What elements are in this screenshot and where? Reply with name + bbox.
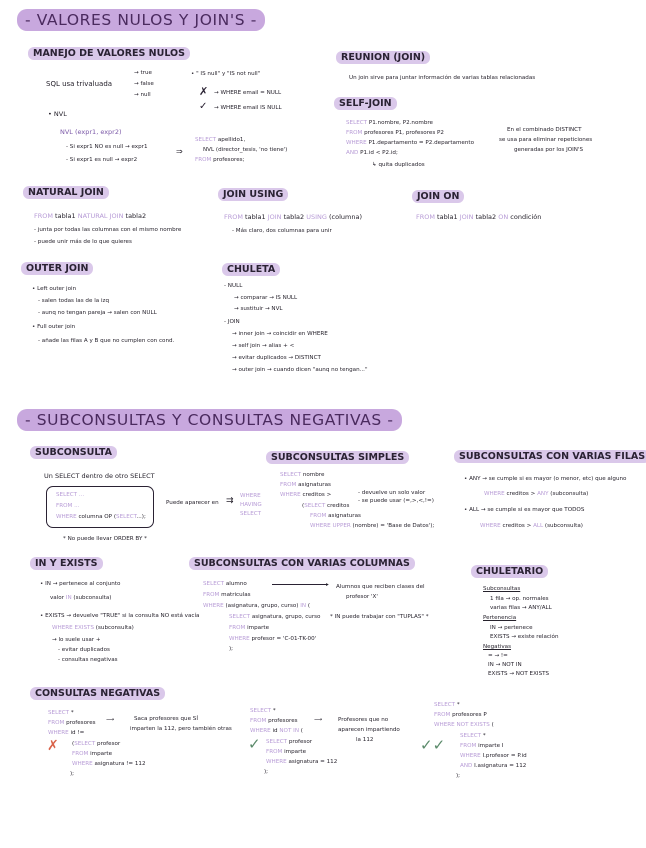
code-in: valor IN (subconsulta) (50, 595, 112, 601)
text-ch-sub: Subconsultas (483, 586, 521, 592)
arrow-icon: ⇒ (176, 147, 183, 156)
correct-icon: ✓✓ (420, 736, 446, 754)
heading-consultas-negativas: CONSULTAS NEGATIVAS (30, 687, 165, 700)
code-col-6: WHERE profesor = 'C-01-TK-00' (229, 636, 317, 642)
text-exists-3: - evitar duplicados (58, 647, 110, 653)
text-chuleta-n2: → sustituir → NVL (234, 306, 283, 312)
text-no-order-by: * No puede llevar ORDER BY * (63, 536, 147, 542)
heading-outer-join: OUTER JOIN (21, 262, 93, 275)
code-neg-b2: FROM profesores (250, 718, 298, 724)
section-banner-subconsultas: - SUBCONSULTAS Y CONSULTAS NEGATIVAS - (17, 409, 402, 431)
code-neg-a7: ); (70, 771, 75, 777)
code-exists: WHERE EXISTS (subconsulta) (52, 625, 134, 631)
text-simple-n2: - se puede usar (=,>,<,!=) (358, 498, 434, 504)
text-exists-2: → lo suele usar + (52, 637, 101, 643)
code-self-3: WHERE P1.departamento = P2.departamento (346, 140, 475, 146)
arrow-icon: ⟶ (314, 717, 323, 723)
text-ch-p2: EXISTS → existe relación (490, 634, 559, 640)
text-full-outer: • Full outer join (32, 324, 76, 330)
code-neg-a4: (SELECT profesor (72, 741, 121, 747)
arrow-line (272, 584, 328, 585)
code-self-2: FROM profesores P1, profesores P2 (346, 130, 444, 136)
text-left-1: - salen todas las de la izq (38, 298, 109, 304)
text-false: → false (134, 81, 154, 87)
code-neg-b4: SELECT profesor (266, 739, 313, 745)
code-simple-5: FROM asignaturas (310, 513, 361, 519)
text-ch-neg: Negativas (483, 644, 512, 650)
text-ch-pert: Pertenencia (483, 615, 517, 621)
code-neg-c6: WHERE I.profesor = P.id (460, 753, 527, 759)
text-subconsulta-desc: Un SELECT dentro de otro SELECT (44, 472, 155, 480)
text-left-2: - aunq no tengan pareja → salen con NULL (38, 310, 157, 316)
code-self-1: SELECT P1.nombre, P2.nombre (346, 120, 433, 126)
text-natural-b1: - junta por todas las columnas con el mismo nombre (34, 227, 182, 233)
check-icon: ✓ (199, 101, 208, 112)
text-distinct-2: se usa para eliminar repeticiones (499, 137, 593, 143)
code-nvl-select: SELECT apellido1, (195, 137, 246, 143)
text-ch-s1: 1 fila → op. normales (490, 596, 549, 602)
heading-manejo-nulos: MANEJO DE VALORES NULOS (28, 47, 190, 60)
code-neg-a6: WHERE asignatura != 112 (72, 761, 146, 767)
code-neg-c1: SELECT * (434, 702, 460, 708)
code-sub-1: SELECT ... (56, 492, 85, 498)
arrow-icon: ▸ (326, 582, 329, 588)
code-simple-3: WHERE creditos > (280, 492, 332, 498)
code-sub-2: FROM ... (56, 503, 80, 509)
text-neg-bn2: aparecen impartiendo (338, 727, 400, 733)
text-chuleta-j4: → outer join → cuando dicen "aunq no tengan..." (232, 367, 368, 373)
text-trivaluada: SQL usa trivaluada (46, 80, 113, 88)
code-col-1: SELECT alumno (203, 581, 247, 587)
heading-varias-filas: SUBCONSULTAS CON VARIAS FILAS (454, 450, 646, 463)
code-nvl-expr: NVL (director_tesis, 'no tiene') (203, 147, 288, 153)
text-ch-p1: IN → pertenece (490, 625, 533, 631)
code-self-4: AND P1.id < P2.id; (346, 150, 398, 156)
code-join-using: FROM tabla1 JOIN tabla2 USING (columna) (224, 213, 362, 221)
text-where: WHERE (240, 493, 261, 499)
text-full-1: - añade las filas A y B que no cumplen con cond. (38, 338, 175, 344)
text-col-n2: profesor 'X' (346, 594, 378, 600)
code-col-3: WHERE (asignatura, grupo, curso) IN ( (203, 603, 311, 609)
code-neg-b3: WHERE id NOT IN ( (250, 728, 303, 734)
text-neg-bn3: la 112 (356, 737, 374, 743)
text-simple-n1: - devuelve un solo valor (358, 490, 426, 496)
text-having: HAVING (240, 502, 262, 508)
code-any: WHERE creditos > ANY (subconsulta) (484, 491, 589, 497)
text-select: SELECT (240, 511, 262, 517)
code-col-2: FROM matriculas (203, 592, 251, 598)
code-simple-1: SELECT nombre (280, 472, 325, 478)
code-neg-b1: SELECT * (250, 708, 276, 714)
heading-join-using: JOIN USING (218, 188, 288, 201)
text-neg-bn1: Profesores que no (338, 717, 389, 723)
heading-reunion: REUNION (JOIN) (336, 51, 430, 64)
heading-join-on: JOIN ON (412, 190, 464, 203)
code-neg-a5: FROM imparte (72, 751, 113, 757)
text-nvl-rule1: - Si expr1 NO es null → expr1 (66, 144, 148, 150)
code-nvl-from: FROM profesores; (195, 157, 245, 163)
text-neg-an1: Saca profesores que SÍ (134, 716, 198, 722)
text-ch-s2: varias filas → ANY/ALL (490, 605, 552, 611)
text-exists: • EXISTS → devuelve "TRUE" si la consulta NO está vacía (40, 613, 200, 619)
code-neg-b6: WHERE asignatura = 112 (266, 759, 338, 765)
heading-subconsulta: SUBCONSULTA (30, 446, 117, 459)
code-join-on: FROM tabla1 JOIN tabla2 ON condición (416, 213, 542, 221)
code-neg-c4: SELECT * (460, 733, 486, 739)
code-neg-c5: FROM imparte I (460, 743, 504, 749)
heading-chuleta: CHULETA (222, 263, 280, 276)
code-simple-2: FROM asignaturas (280, 482, 331, 488)
text-ch-g2: IN → NOT IN (488, 662, 522, 668)
heading-in-exists: IN Y EXISTS (30, 557, 103, 570)
code-simple-6: WHERE UPPER (nombre) = 'Base de Datos'); (310, 523, 435, 529)
wrong-icon: ✗ (47, 738, 59, 754)
text-isnull: • " IS null" y "IS not null" (191, 71, 261, 77)
text-in: • IN → pertenece al conjunto (40, 581, 121, 587)
text-chuleta-j1: → inner join → coincidir en WHERE (232, 331, 328, 337)
text-all: • ALL → se cumple si es mayor que TODOS (464, 507, 585, 513)
code-neg-a1: SELECT * (48, 710, 74, 716)
heading-natural-join: NATURAL JOIN (23, 186, 109, 199)
code-neg-c8: ); (456, 773, 461, 779)
code-col-5: FROM imparte (229, 625, 270, 631)
code-neg-b7: ); (264, 769, 269, 775)
text-any: • ANY → se cumple si es mayor (o menor, etc) que alguno (464, 476, 627, 482)
text-exists-4: - consultas negativas (58, 657, 118, 663)
text-reunion-desc: Un join sirve para juntar información de varias tablas relacionadas (349, 75, 536, 81)
text-aparecer: Puede aparecer en (166, 500, 219, 506)
arrow-icon: ⟶ (106, 717, 115, 723)
text-distinct-1: En el combinado DISTINCT (507, 127, 582, 133)
text-natural-b2: - puede unir más de lo que quieres (34, 239, 132, 245)
text-chuleta-n1: → comparar → IS NULL (234, 295, 298, 301)
cross-icon: ✗ (199, 85, 209, 98)
text-where-right: → WHERE email IS NULL (214, 105, 282, 111)
code-neg-b5: FROM imparte (266, 749, 307, 755)
code-neg-c7: AND I.asignatura = 112 (460, 763, 527, 769)
text-col-n1: Alumnos que reciben clases del (336, 584, 425, 590)
code-simple-4: (SELECT creditos (302, 503, 350, 509)
code-col-4: SELECT asignatura, grupo, curso (229, 614, 321, 620)
text-col-n3: * IN puede trabajar con "TUPLAS" * (330, 614, 429, 620)
text-nvl-rule2: - Si expr1 es null → expr2 (66, 157, 138, 163)
text-chuleta-j3: → evitar duplicados → DISTINCT (232, 355, 321, 361)
text-nvl-heading: • NVL (48, 110, 67, 118)
code-neg-a3: WHERE id != (48, 730, 85, 736)
text-self-arrow: ↳ quita duplicados (372, 162, 425, 168)
code-neg-a2: FROM profesores (48, 720, 96, 726)
text-distinct-3: generadas por los JOIN'S (514, 147, 584, 153)
code-col-7: ); (229, 646, 234, 652)
code-all: WHERE creditos > ALL (subconsulta) (480, 523, 583, 529)
text-where-wrong: → WHERE email = NULL (214, 90, 282, 96)
text-left-outer: • Left outer join (32, 286, 77, 292)
section-banner-joins: - VALORES NULOS Y JOIN'S - (17, 9, 265, 31)
text-true: → true (134, 70, 152, 76)
correct-icon: ✓ (248, 735, 261, 753)
arrow-icon: ⇉ (226, 496, 234, 506)
code-neg-c2: FROM profesores P (434, 712, 487, 718)
code-natural: FROM tabla1 NATURAL JOIN tabla2 (34, 212, 147, 220)
text-null: → null (134, 92, 151, 98)
text-chuleta-join: - JOIN (224, 319, 240, 325)
text-ch-g1: = → != (488, 653, 508, 659)
heading-varias-columnas: SUBCONSULTAS CON VARIAS COLUMNAS (189, 557, 415, 570)
text-using-b1: - Más claro, dos columnas para unir (232, 228, 332, 234)
heading-subconsultas-simples: SUBCONSULTAS SIMPLES (266, 451, 409, 464)
text-chuleta-j2: → self join → alias + < (232, 343, 295, 349)
text-nvl-signature: NVL (expr1, expr2) (60, 128, 122, 136)
code-neg-c3: WHERE NOT EXISTS ( (434, 722, 494, 728)
heading-chuletario: CHULETARIO (471, 565, 548, 578)
text-ch-g3: EXISTS → NOT EXISTS (488, 671, 550, 677)
text-neg-an2: imparten la 112, pero también otras (130, 726, 232, 732)
text-chuleta-null: - NULL (224, 283, 243, 289)
code-sub-3: WHERE columna OP (SELECT...); (56, 514, 146, 520)
heading-self-join: SELF-JOIN (334, 97, 397, 110)
